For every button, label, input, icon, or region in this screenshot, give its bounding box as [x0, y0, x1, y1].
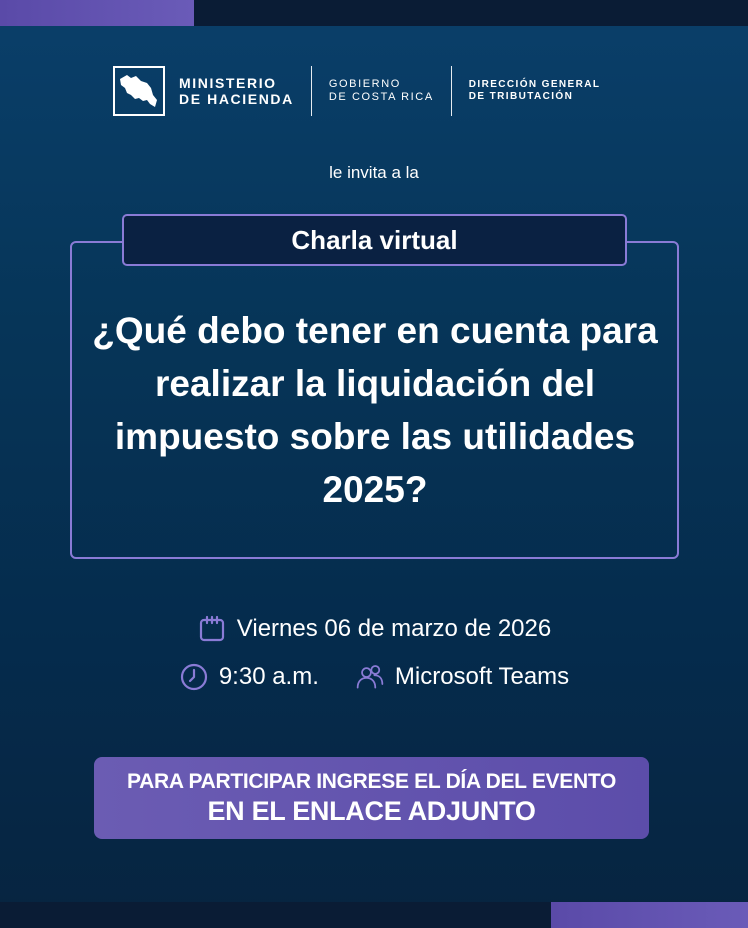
department-line2: DE TRIBUTACIÓN — [468, 91, 574, 102]
bottom-accent-bar — [551, 902, 748, 928]
separator — [451, 66, 452, 116]
time-platform-row — [0, 662, 748, 692]
ministry-name — [179, 75, 294, 107]
costa-rica-map-icon — [117, 71, 161, 111]
event-platform: Microsoft Teams — [394, 663, 570, 690]
department-name — [469, 79, 601, 103]
calendar-icon — [197, 614, 227, 644]
ministry-line1: MINISTERIO — [179, 75, 277, 91]
invite-text: le invita a la — [329, 163, 419, 182]
event-time: 9:30 a.m. — [218, 663, 319, 690]
top-accent-bar — [0, 0, 194, 26]
government-line1: GOBIERNO — [328, 78, 401, 90]
separator — [311, 66, 312, 116]
department-line1: DIRECCIÓN GENERAL — [468, 79, 601, 90]
event-title: ¿Qué debo tener en cuenta para realizar la liquidación del impuesto sobre las utilidades 2025? — [92, 310, 658, 510]
event-type-badge: Charla virtual — [122, 214, 627, 266]
government-line2: DE COSTA RICA — [328, 91, 434, 103]
banner-line1: PARA PARTICIPAR INGRESE EL DÍA DEL EVENTO — [126, 769, 617, 793]
header-logos — [113, 64, 600, 118]
clock-icon — [179, 662, 209, 692]
government-name — [329, 78, 434, 104]
people-icon — [355, 662, 385, 692]
participation-banner — [94, 757, 649, 839]
date-row — [0, 614, 748, 644]
ministry-line2: DE HACIENDA — [179, 91, 294, 107]
ministry-logo — [113, 66, 165, 116]
banner-line2: EN EL ENLACE ADJUNTO — [207, 795, 536, 826]
event-date: Viernes 06 de marzo de 2026 — [236, 615, 552, 642]
